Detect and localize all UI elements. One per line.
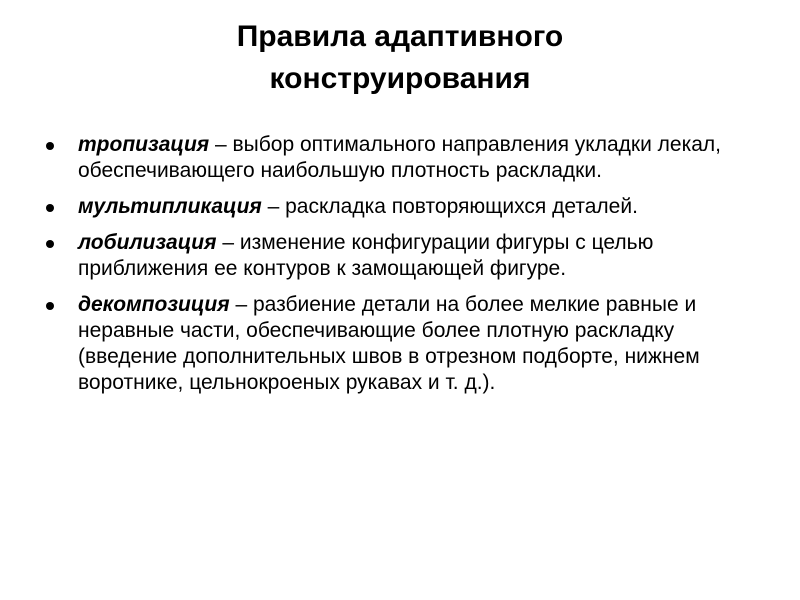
term-multiplication: мультипликация [78,195,262,218]
term-decomposition: декомпозиция [78,293,230,316]
term-tropization: тропизация [78,133,210,156]
definition-text: – выбор оптимального направления укладки лекал, обеспечивающего наибольшую плотность раскладки. [78,133,722,182]
bullet-list [46,132,746,406]
list-item [46,292,746,396]
slide-title-line-1: Правила адаптивного [236,20,564,53]
slide-title [0,16,800,100]
list-item [46,194,746,220]
bullet-icon [46,204,54,212]
bullet-icon [46,240,54,248]
slide-title-line-2: конструирования [269,62,531,95]
bullet-icon [46,142,54,150]
term-lobilization: лобилизация [78,231,217,254]
definition-text: – разбиение детали на более мелкие равные и неравные части, обеспечивающие более плотную раскладку (введение дополнительных швов в отрезном подборте, нижнем воротнике, цельнокроеных рукавах и т. д.). [78,293,700,394]
definition-text: – раскладка повторяющихся деталей. [261,195,638,218]
list-item [46,132,746,184]
list-item [46,230,746,282]
bullet-icon [46,302,54,310]
definition-text: – изменение конфигурации фигуры с целью приближения ее контуров к замощающей фигуре. [78,231,654,280]
